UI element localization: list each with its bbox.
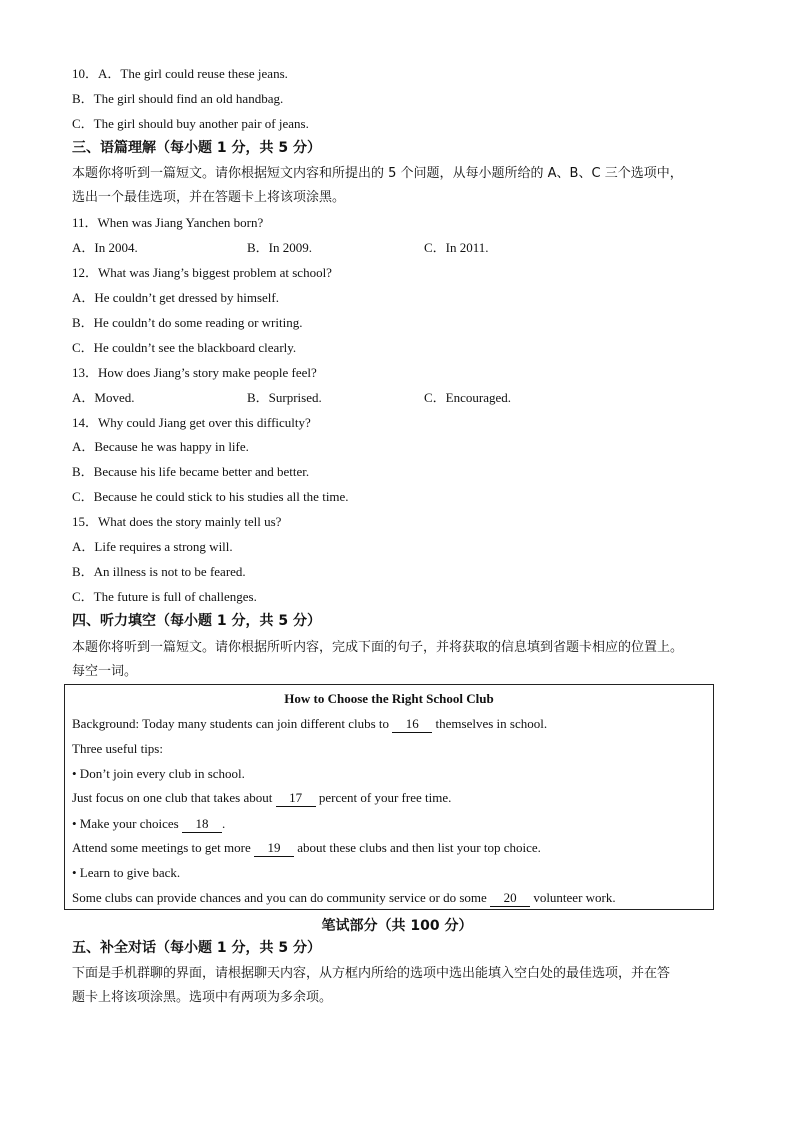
q10-option-b: B．The girl should find an old handbag.: [72, 91, 284, 106]
focus-line: Just focus on one club that takes about 17 percent of your free time.: [72, 790, 452, 805]
q14-stem: 14．Why could Jiang get over this difficulty?: [72, 415, 311, 430]
q13-option-b: B．Surprised.: [247, 390, 322, 405]
q13-stem: 13．How does Jiang’s story make people feel?: [72, 365, 317, 380]
q15-option-a: A．Life requires a strong will.: [72, 539, 233, 554]
attend-line: Attend some meetings to get more 19 about these clubs and then list your top choice.: [72, 840, 541, 855]
blank-18[interactable]: 18: [182, 816, 222, 833]
blank-20[interactable]: 20: [490, 890, 530, 907]
blank-16[interactable]: 16: [392, 716, 432, 733]
q10-option-a: 10．A．The girl could reuse these jeans.: [72, 66, 288, 81]
section4-heading: 四、听力填空（每小题 1 分，共 5 分）: [72, 613, 321, 629]
section5-intro-line2: 题卡上将该项涂黑。选项中有两项为多余项。: [72, 990, 333, 1005]
section4-intro-line1: 本题你将听到一篇短文。请你根据所听内容，完成下面的句子，并将获取的信息填到省题卡相应的位置上。: [72, 640, 684, 655]
q11-option-a: A．In 2004.: [72, 240, 138, 255]
section3-intro-line2: 选出一个最佳选项，并在答题卡上将该项涂黑。: [72, 190, 346, 205]
q14-option-a: A．Because he was happy in life.: [72, 439, 249, 454]
tip-1: • Don’t join every club in school.: [72, 766, 245, 781]
section5-heading: 五、补全对话（每小题 1 分，共 5 分）: [72, 940, 321, 956]
q15-stem: 15．What does the story mainly tell us?: [72, 514, 282, 529]
q11-option-b: B．In 2009.: [247, 240, 313, 255]
q11-stem: 11．When was Jiang Yanchen born?: [72, 215, 264, 230]
q12-option-b: B．He couldn’t do some reading or writing.: [72, 315, 303, 330]
tips-label: Three useful tips:: [72, 741, 163, 756]
q12-option-c: C．He couldn’t see the blackboard clearly.: [72, 340, 297, 355]
written-part-heading: 笔试部分（共 100 分）: [321, 918, 473, 934]
box-title: How to Choose the Right School Club: [284, 691, 494, 706]
q12-option-a: A．He couldn’t get dressed by himself.: [72, 290, 279, 305]
blank-19[interactable]: 19: [254, 840, 294, 857]
section3-heading: 三、语篇理解（每小题 1 分，共 5 分）: [72, 140, 321, 156]
q12-stem: 12．What was Jiang’s biggest problem at school?: [72, 265, 332, 280]
section3-intro-line1: 本题你将听到一篇短文。请你根据短文内容和所提出的 5 个问题，从每小题所给的 A、B、C 三个选项中，: [72, 166, 683, 181]
q13-options: [72, 390, 722, 406]
q11-option-c: C．In 2011.: [424, 240, 489, 255]
q14-option-b: B．Because his life became better and better.: [72, 464, 310, 479]
section5-intro-line1: 下面是手机群聊的界面，请根据聊天内容，从方框内所给的选项中选出能填入空白处的最佳选项，并在答: [72, 966, 671, 981]
tip-3: • Learn to give back.: [72, 865, 181, 880]
q15-option-b: B．An illness is not to be feared.: [72, 564, 246, 579]
q10-option-c: C．The girl should buy another pair of jeans.: [72, 116, 309, 131]
background-line: Background: Today many students can join different clubs to 16 themselves in school.: [72, 716, 548, 731]
q13-option-c: C．Encouraged.: [424, 390, 512, 405]
q11-options: [72, 240, 722, 256]
blank-17[interactable]: 17: [276, 790, 316, 807]
q13-option-a: A．Moved.: [72, 390, 135, 405]
tip-2: • Make your choices 18 .: [72, 816, 226, 831]
q15-option-c: C．The future is full of challenges.: [72, 589, 257, 604]
q14-option-c: C．Because he could stick to his studies all the time.: [72, 489, 349, 504]
club-notes-box: [64, 684, 714, 910]
some-clubs-line: Some clubs can provide chances and you can do community service or do some 20 volunteer work.: [72, 890, 616, 905]
section4-intro-line2: 每空一词。: [72, 664, 138, 679]
